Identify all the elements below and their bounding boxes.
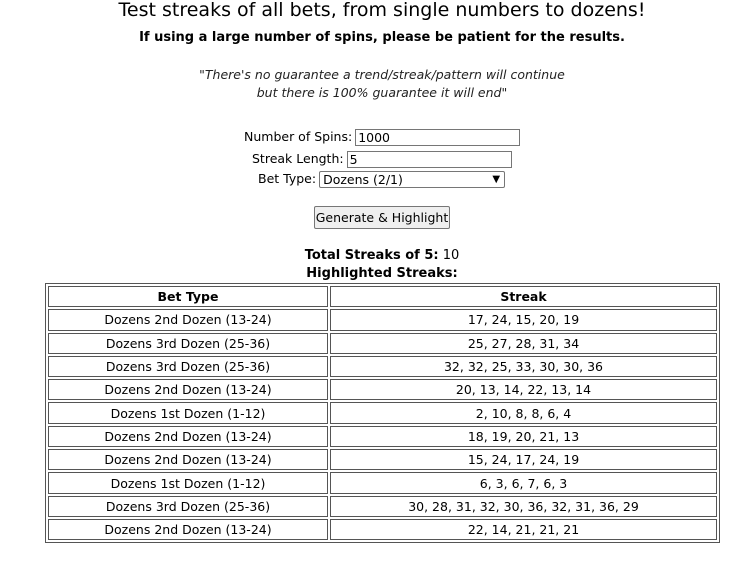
bet-type-cell: Dozens 2nd Dozen (13-24): [48, 519, 328, 540]
bet-type-cell: Dozens 2nd Dozen (13-24): [48, 309, 328, 330]
table-row: [48, 402, 717, 423]
table-row: [48, 356, 717, 377]
streak-cell: 6, 3, 6, 7, 6, 3: [330, 472, 717, 493]
streak-label: Streak Length:: [252, 151, 344, 166]
total-streaks-value: 10: [442, 248, 460, 263]
bet-type-value: Dozens (2/1): [323, 172, 403, 187]
table-row: [48, 519, 717, 540]
highlighted-streaks-label: Highlighted Streaks:: [306, 266, 458, 281]
table-row: [48, 309, 717, 330]
bet-type-cell: Dozens 2nd Dozen (13-24): [48, 379, 328, 400]
bet-type-cell: Dozens 3rd Dozen (25-36): [48, 496, 328, 517]
streak-row: [252, 151, 512, 168]
bet-type-cell: Dozens 3rd Dozen (25-36): [48, 333, 328, 354]
quote: [0, 66, 742, 102]
streak-cell: 18, 19, 20, 21, 13: [330, 426, 717, 447]
streak-length-input[interactable]: [347, 151, 512, 168]
table-row: [48, 449, 717, 470]
bet-type-cell: Dozens 1st Dozen (1-12): [48, 402, 328, 423]
streak-cell: 32, 32, 25, 33, 30, 30, 36: [330, 356, 717, 377]
bet-type-cell: Dozens 1st Dozen (1-12): [48, 472, 328, 493]
spins-label: Number of Spins:: [244, 129, 353, 144]
table-header-row: [48, 286, 717, 307]
quote-line-2: but there is 100% guarantee it will end": [256, 85, 508, 100]
table-row: [48, 496, 717, 517]
bet-type-cell: Dozens 2nd Dozen (13-24): [48, 449, 328, 470]
streak-cell: 25, 27, 28, 31, 34: [330, 333, 717, 354]
streak-cell: 22, 14, 21, 21, 21: [330, 519, 717, 540]
spins-input[interactable]: [355, 129, 520, 146]
column-header-streak: Streak: [330, 286, 717, 307]
generate-highlight-button[interactable]: Generate & Highlight: [314, 206, 450, 229]
patience-note: If using a large number of spins, please be patient for the results.: [139, 30, 625, 45]
total-streaks: [0, 247, 742, 265]
bet-type-row: [258, 171, 505, 188]
column-header-bet-type: Bet Type: [48, 286, 328, 307]
streak-cell: 30, 28, 31, 32, 30, 36, 32, 31, 36, 29: [330, 496, 717, 517]
table-row: [48, 379, 717, 400]
page-title: Test streaks of all bets, from single numbers to dozens!: [118, 0, 646, 21]
streak-cell: 17, 24, 15, 20, 19: [330, 309, 717, 330]
streaks-table: [45, 283, 720, 543]
chevron-down-icon: ▼: [492, 174, 501, 185]
total-streaks-label: Total Streaks of 5:: [304, 248, 439, 263]
table-row: [48, 333, 717, 354]
bet-type-cell: Dozens 3rd Dozen (25-36): [48, 356, 328, 377]
bet-type-select[interactable]: [319, 171, 505, 188]
spins-row: [244, 129, 520, 146]
bet-type-label: Bet Type:: [258, 171, 317, 186]
streak-cell: 20, 13, 14, 22, 13, 14: [330, 379, 717, 400]
streak-cell: 2, 10, 8, 8, 6, 4: [330, 402, 717, 423]
totals: [0, 247, 742, 283]
bet-type-cell: Dozens 2nd Dozen (13-24): [48, 426, 328, 447]
streak-cell: 15, 24, 17, 24, 19: [330, 449, 717, 470]
quote-line-1: "There's no guarantee a trend/streak/pattern will continue: [199, 67, 565, 82]
table-row: [48, 426, 717, 447]
table-row: [48, 472, 717, 493]
